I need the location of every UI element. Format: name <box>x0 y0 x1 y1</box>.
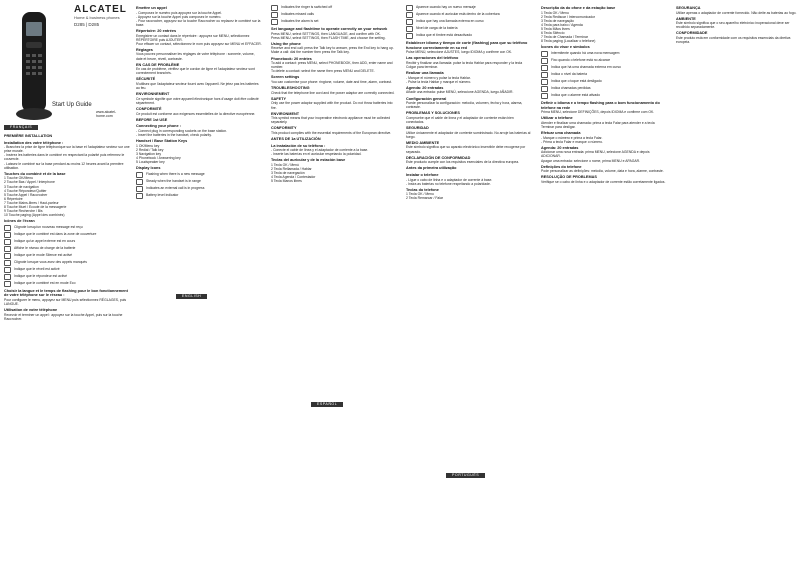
icon-description-row <box>541 72 667 78</box>
display-symbol-icon <box>4 225 11 231</box>
section-heading: ENVIRONMENT <box>271 111 300 116</box>
icon-description-text: Indica o nível da bateria <box>551 71 588 76</box>
body-text: 4 Tecla para baixo / Agenda <box>541 22 583 27</box>
body-text: Pour configurer le menu, appuyez sur MENU puis sélectionnez RÉGLAGES, puis LANGUE. <box>4 298 127 307</box>
body-text: 3 Touche de navigation <box>4 184 39 189</box>
section-heading: CONFORMITY <box>271 126 297 131</box>
display-symbol-icon <box>271 5 278 11</box>
display-symbol-icon <box>4 253 11 259</box>
section-label-english: ENGLISH <box>176 294 207 299</box>
body-text: Recevoir et terminer un appel : appuyez sur la touche Appel, puis sur la touche Raccrocher. <box>4 312 123 321</box>
section-heading: Definições do telefone <box>541 164 582 169</box>
body-text: Vous pouvez personnaliser les réglages de votre téléphone : sonnerie, volume, date et heure, réveil, contraste. <box>136 52 255 61</box>
body-text: 5 Touche Appel / Raccrocher <box>4 192 48 197</box>
display-symbol-icon <box>541 65 548 71</box>
icon-description-row <box>541 51 667 57</box>
column-2-content <box>136 6 262 199</box>
body-text: 2 Tecla Remarcar / Falar <box>406 196 444 201</box>
body-text: - Inserte las baterías en el auricular respetando la polaridad. <box>271 152 362 157</box>
section-heading: Establecer idioma y tiempo de corte (flashing) para que su teléfono funcione correctamente en su red <box>406 41 528 50</box>
body-text: - Insira as baterias no telefone respeitando a polaridade. <box>406 181 491 186</box>
icon-description-row <box>541 93 667 99</box>
icon-description-row <box>4 246 130 252</box>
body-text: - Pour raccrocher, appuyez sur la touche Raccrocher ou replacez le combiné sur la base. <box>136 18 261 27</box>
section-heading: Agenda: 20 entradas <box>406 85 444 90</box>
icon-description-text: Indicates an external call is in progress <box>146 185 205 190</box>
section-heading: Configuración general <box>406 96 447 101</box>
body-text: 8 Tecla paging (Localizar o telefone) <box>541 39 596 44</box>
section-heading: BEFORE 1st USE <box>136 117 168 122</box>
section-heading: Répertoire: 20 entrées <box>136 28 177 33</box>
display-symbol-icon <box>541 93 548 99</box>
icon-description-row <box>4 253 130 259</box>
icon-description-row <box>4 281 130 287</box>
body-text: 2 Touche Bas / Appel / Interphone <box>4 180 55 185</box>
section-heading: Las operaciones del teléfono <box>406 56 459 61</box>
model-name: D285 | D285 <box>74 22 100 27</box>
website-url: www.alcatel-home.com <box>96 110 117 119</box>
body-text: 3 Tecla de navegación <box>271 171 305 176</box>
body-text: En cas de problème, vérifiez que le cordon de ligne et l'adaptateur secteur sont correctement branchés. <box>136 67 255 76</box>
body-text: Only use the power adaptor supplied with the product. Do not throw batteries into fire. <box>271 101 393 110</box>
display-symbol-icon <box>406 5 413 11</box>
body-text: Utilize apenas o adaptador de corrente fornecido. Não deite as baterias ao fogo. <box>676 10 797 15</box>
icon-description-text: Indique que le réveil est activé <box>14 266 60 271</box>
icon-description-text: Indicates missed calls <box>281 12 314 16</box>
section-heading: Teclas do telefone <box>406 187 439 192</box>
body-text: Este símbolo significa que o seu aparelho eletrónico inoperacional deve ser recolhido separadamente. <box>676 21 790 30</box>
icon-description-row <box>406 5 532 11</box>
body-text: 2 Tecla Rediscar / Intercomunicador <box>541 14 596 19</box>
body-text: - Laissez le combiné sur la base pendant au moins 12 heures avant la première utilisation. <box>4 161 124 170</box>
body-text: This product complies with the essential requirements of the European directive. <box>271 130 392 135</box>
body-text: Atender e finalizar uma chamada: prima a tecla Falar para atender e a tecla Terminar para desligar. <box>541 120 655 129</box>
body-text: - Ligue o cabo de linha e o adaptador de corrente à base. <box>406 177 493 182</box>
section-heading: EN CAS DE PROBLÈME <box>136 62 180 67</box>
section-heading: Phonebook: 20 entries <box>271 56 312 61</box>
body-text: 7 Touche Mains-libres / Haut-parleur <box>4 200 59 205</box>
body-text: 6 Tecla Silêncio <box>541 31 565 36</box>
icon-description-text: Indique que le mode Silence est activé <box>14 252 73 257</box>
section-heading: Ícones do visor e símbolos <box>541 45 590 50</box>
brand-logo: ALCATEL <box>74 4 127 15</box>
body-text: You can customise your phone: ringtone, volume, date and time, alarm, contrast. <box>271 80 392 85</box>
icon-description-row <box>4 274 130 280</box>
display-symbol-icon <box>136 186 143 192</box>
body-text: 10 Touche paging (Appel des combinés) <box>4 213 65 218</box>
section-heading: Instalar o telefone <box>406 172 439 177</box>
body-text: 5 Tecla Mãos livres <box>541 26 570 31</box>
body-text: To delete a contact: select the name then press MENU and DELETE. <box>271 69 375 74</box>
display-symbol-icon <box>541 86 548 92</box>
display-symbol-icon <box>271 19 278 25</box>
icon-description-row <box>406 33 532 39</box>
section-heading: PREMIÈRE INSTALLATION <box>4 134 53 138</box>
icon-description-text: Indica que o alarme está ativado <box>551 92 601 97</box>
body-text: Press MENU, select SETTINGS, then FLASH TIME, and choose the setting. <box>271 35 386 40</box>
icon-description-text: Battery level indicator <box>146 192 179 197</box>
display-symbol-icon <box>4 260 11 266</box>
section-heading: MEDIO AMBIENTE <box>406 140 440 145</box>
section-label-french: FRANÇAIS <box>4 125 38 130</box>
display-symbol-icon <box>406 33 413 39</box>
body-text: Pulse MENÚ, seleccione AJUSTES, luego IDIOMA y confirme con OK. <box>406 50 513 55</box>
body-text: Receive and end call: press the Talk key to answer, press the End key to hang up. <box>271 46 394 51</box>
icon-description-row <box>4 239 130 245</box>
section-heading: SEGURIDAD <box>406 126 429 131</box>
body-text: 1 Tecla OK / Menu <box>406 192 434 197</box>
icon-description-row <box>136 186 262 192</box>
display-symbol-icon <box>541 79 548 85</box>
icon-description-text: Indica que el timbre está desactivado <box>416 33 472 37</box>
icon-description-row <box>406 12 532 18</box>
display-symbol-icon <box>4 274 11 280</box>
body-text: 3 Navigation key <box>136 151 162 156</box>
section-heading: Teclas del auricular y de la estación base <box>271 158 346 163</box>
display-symbol-icon <box>136 179 143 185</box>
icon-description-text: Clignote lorsque vous avez des appels manqués <box>14 259 87 264</box>
section-heading: RESOLUÇÃO DE PROBLEMAS <box>541 175 597 180</box>
section-heading: ANTES DE 1a UTILIZACIÓN <box>271 137 321 142</box>
body-text: - Insérez les batteries dans le combiné en respectant la polarité puis refermez le couvercle. <box>4 153 125 162</box>
body-text: 2 Tecla Rellamada / Hablar <box>271 167 312 172</box>
icon-description-row <box>136 193 262 199</box>
section-heading: Installation des votre téléphone : <box>4 140 64 145</box>
body-text: 4 Touche Répondeur/Quitter <box>4 188 47 193</box>
column-3 <box>271 4 397 563</box>
icon-description-text: Intermitente quando há uma nova mensagem <box>551 50 620 55</box>
body-text: 3 Tecla de navegação <box>541 18 574 23</box>
section-heading: Utilizar o telefone <box>541 116 573 121</box>
icon-description-text: Indica chamadas perdidas <box>551 85 591 90</box>
section-heading: Using the phone <box>271 41 301 46</box>
body-text: Press MENU, select SETTINGS, then LANGUAGE, and confirm with OK. <box>271 31 381 36</box>
body-text: 8 Touche Muet / Ecoute de la messagerie <box>4 205 67 209</box>
body-text: 7 Tecla de Chamada / Terminar <box>541 35 588 40</box>
body-text: - Pulse la tecla Hablar y marque el número. <box>406 79 472 84</box>
display-symbol-icon <box>4 281 11 287</box>
column-6-content <box>676 6 798 44</box>
body-text: Este producto cumple con los requisitos esenciales de la directiva europea. <box>406 160 520 165</box>
column-4 <box>406 4 532 563</box>
body-text: To add a contact: press MENU, select PHONEBOOK, then ADD, enter name and number. <box>271 61 393 70</box>
display-symbol-icon <box>4 246 11 252</box>
body-text: - Insert the batteries in the handset, check polarity. <box>136 132 212 137</box>
body-text: Check that the telephone line cord and the power adaptor are correctly connected. <box>271 90 395 95</box>
body-text: N'utilisez que l'adaptateur secteur fourni avec l'appareil. Ne jetez pas les batteries au feu. <box>136 82 259 91</box>
icon-description-text: Nivel de carga de la batería <box>416 26 458 30</box>
cover-area <box>4 4 130 122</box>
body-text: Añadir una entrada: pulse MENÚ, seleccione AGENDA, luego AÑADIR. <box>406 90 514 95</box>
body-text: Compruebe que el cable de línea y el adaptador de corriente están bien conectados. <box>406 115 514 124</box>
body-text: 9 Touche Recherche / Bis <box>4 209 43 214</box>
body-text: Adicionar uma nova entrada: prima MENU, selecione AGENDA e depois ADICIONAR. <box>541 150 650 159</box>
body-text: Este produto está em conformidade com os requisitos essenciais da diretiva europeia. <box>676 36 791 45</box>
body-text: 1 OK/Menu key <box>136 143 160 148</box>
section-heading: Display Icons <box>136 166 161 171</box>
body-text: Ce symbole signifie que votre appareil électronique hors d'usage doit être collecté séparément. <box>136 96 259 105</box>
display-symbol-icon <box>4 232 11 238</box>
icon-description-text: Flashing when there is a new message <box>146 171 205 176</box>
section-heading: Antes da primeira utilização <box>406 166 457 171</box>
icon-description-text: Indique que le répondeur est activé <box>14 273 67 278</box>
section-heading: Descrição da do ofone e da estação base <box>541 6 616 10</box>
column-1 <box>4 2 130 563</box>
section-heading: Choisir la langue et le temps de flashing pour le bon fonctionnement de votre téléphone sur le réseau : <box>4 288 128 298</box>
body-text: Apagar uma entrada: selecione o nome, prima MENU e APAGAR. <box>541 158 641 163</box>
section-heading: AMBIENTE <box>676 16 696 21</box>
body-text: Ce produit est conforme aux exigences essentielles de la directive européenne. <box>136 111 256 116</box>
section-heading: DECLARACIÓN DE CONFORMIDAD <box>406 155 471 160</box>
icon-description-text: Indica que o toque está desligado <box>551 78 602 83</box>
icon-description-text: Fixo quando o telefone está no alcance <box>551 57 611 62</box>
icon-description-row <box>541 86 667 92</box>
icon-description-text: Indica que hay una llamada externa en curso <box>416 19 484 23</box>
column-1-content <box>4 134 130 321</box>
icon-description-row <box>4 267 130 273</box>
section-heading: Set language and flashtime to operate correctly on your network <box>271 27 388 31</box>
section-heading: Efetuar uma chamada <box>541 131 581 135</box>
icon-description-text: Indique que le combiné est dans la zone de couverture <box>14 231 97 236</box>
section-heading: Emettre un appel <box>136 6 167 10</box>
icon-description-row <box>541 79 667 85</box>
body-text: Recibir y finalizar una llamada: pulse la tecla Hablar para responder y la tecla Colgar para terminar. <box>406 60 523 69</box>
body-text: - Conecte el cable de línea y el adaptador de corriente a la base. <box>271 148 369 153</box>
body-text: Enregistrer un contact dans le répertoire : appuyez sur MENU, sélectionnez RÉPERTOIRE puis AJOUTER. <box>136 33 250 42</box>
section-heading: SEGURANÇA <box>676 6 701 10</box>
icon-description-row <box>136 179 262 185</box>
section-heading: SÉCURITÉ <box>136 77 156 82</box>
body-text: 1 Touche OK/Menu <box>4 176 33 181</box>
display-symbol-icon <box>541 72 548 78</box>
column-6 <box>676 4 798 563</box>
body-text: Pour effacer un contact, sélectionnez le nom puis appuyez sur MENU et EFFACER. <box>136 41 262 46</box>
column-5-content <box>541 6 667 184</box>
icon-description-text: Aparece cuando hay un nuevo mensaje <box>416 5 476 9</box>
body-text: 2 Redial / Talk key <box>136 147 164 152</box>
display-symbol-icon <box>406 19 413 25</box>
icon-description-text: Indique qu'un appel externe est en cours <box>14 238 76 243</box>
icon-description-text: Clignote lorsqu'un nouveau message est reçu <box>14 224 83 229</box>
body-text: - Marque o número e prima a tecla Falar. <box>541 135 603 140</box>
body-text: Prima MENU, selecione DEFINIÇÕES, depois IDIOMA e confirme com OK. <box>541 110 655 115</box>
icon-description-text: Affiche le niveau de charge de la batterie <box>14 245 76 250</box>
body-text: - Prima a tecla Falar e marque o número. <box>541 139 603 144</box>
display-symbol-icon <box>406 12 413 18</box>
display-symbol-icon <box>4 239 11 245</box>
body-text: Este símbolo significa que su aparato electrónico inservible debe recogerse por separado. <box>406 145 526 154</box>
icon-description-row <box>541 58 667 64</box>
icon-description-text: Steady when the handset is in range <box>146 178 201 183</box>
body-text: Utilice únicamente el adaptador de corriente suministrado. No arroje las baterías al fuego. <box>406 130 531 139</box>
body-text: 1 Tecla OK / Menu <box>541 10 569 15</box>
icon-description-text: Indique que le combiné est en mode Eco <box>14 280 76 285</box>
display-symbol-icon <box>4 267 11 273</box>
section-heading: Icônes de l'écran <box>4 219 35 224</box>
section-heading: Screen settings <box>271 75 300 80</box>
section-heading: CONFORMITÉ <box>136 106 162 111</box>
section-heading: Utilisation de votre téléphone <box>4 308 58 313</box>
guide-title: Start Up Guide <box>52 102 92 108</box>
body-text: Puede personalizar la configuración: melodía, volumen, fecha y hora, alarma, contraste. <box>406 101 523 110</box>
display-symbol-icon <box>406 26 413 32</box>
body-text: 6 Répertoire <box>4 196 23 201</box>
body-text: - Appuyez sur la touche Appel puis composez le numéro. <box>136 14 222 19</box>
section-label-spanish: ESPAÑOL <box>311 402 343 407</box>
body-text: This symbol means that your inoperative electronic appliance must be collected separately. <box>271 116 391 125</box>
icon-description-text: Aparece cuando el auricular está dentro de la cobertura <box>416 12 500 16</box>
section-heading: Connecting your phone : <box>136 124 181 129</box>
body-text: 5 Tecla Manos libres <box>271 179 302 184</box>
body-text: Verifique se o cabo de linha e o adaptador de corrente estão corretamente ligados. <box>541 179 666 184</box>
section-heading: La instalación de su teléfono : <box>271 143 326 148</box>
column-3-content <box>271 5 397 184</box>
icon-description-row <box>541 65 667 71</box>
icon-description-row <box>406 26 532 32</box>
body-text: 1 Tecla OK / Menú <box>271 163 299 168</box>
body-text: - Branchez la prise de ligne téléphonique sur la base et l'adaptateur secteur sur une prise murale. <box>4 145 130 154</box>
column-5 <box>541 4 667 563</box>
icon-description-row <box>271 12 397 18</box>
section-heading: Realizar una llamada <box>406 71 444 76</box>
display-symbol-icon <box>541 58 548 64</box>
icon-description-row <box>271 19 397 25</box>
section-label-portuguese: PORTUGUÊS <box>446 473 485 478</box>
icon-description-row <box>136 172 262 178</box>
icon-description-row <box>4 260 130 266</box>
section-heading: Handset / Base Station Keys <box>136 139 188 144</box>
icon-description-row <box>4 232 130 238</box>
section-heading: PROBLEMAS Y SOLUCIONES <box>406 111 460 116</box>
body-text: Pode personalizar as definições: melodia, volume, data e hora, alarme, contraste. <box>541 169 664 174</box>
icon-description-text: Indicates the alarm is set <box>281 19 319 23</box>
section-heading: Agenda: 20 entradas <box>541 145 579 150</box>
section-heading: SAFETY <box>271 96 286 101</box>
icon-description-row <box>4 225 130 231</box>
section-heading: TROUBLESHOOTING <box>271 86 310 91</box>
display-symbol-icon <box>136 193 143 199</box>
display-symbol-icon <box>271 12 278 18</box>
icon-description-text: Indica que há uma chamada externa em curso <box>551 64 621 69</box>
section-heading: Definir o idioma e o tempo flashing para o bom funcionamento do telefone na rede <box>541 100 660 110</box>
brand-tagline: Home & business phones <box>74 15 120 20</box>
body-text: 4 Tecla Agenda / Contestador <box>271 175 316 180</box>
section-heading: Touches du combiné et de la base <box>4 171 66 176</box>
section-heading: ENVIRONNEMENT <box>136 92 170 97</box>
body-text: 4 Phonebook / Answering key <box>136 155 181 160</box>
body-text: 5 Loudspeaker key <box>136 160 165 164</box>
icon-description-row <box>406 19 532 25</box>
column-4-content <box>406 5 532 201</box>
section-heading: CONFORMIDADE <box>676 31 708 36</box>
icon-description-row <box>271 5 397 11</box>
body-text: Make a call: dial the number then press the Talk key. <box>271 50 350 55</box>
icon-description-text: Indicates the ringer is switched off <box>281 5 333 9</box>
display-symbol-icon <box>136 172 143 178</box>
display-symbol-icon <box>541 51 548 57</box>
body-text: - Composez le numéro puis appuyez sur la touche Appel. <box>136 10 222 15</box>
column-2 <box>136 4 262 563</box>
body-text: - Connect plug in corresponding sockets on the base station. <box>136 128 228 133</box>
section-heading: Réglages <box>136 47 153 52</box>
body-text: - Marque el número y pulse la tecla Hablar. <box>406 75 471 80</box>
